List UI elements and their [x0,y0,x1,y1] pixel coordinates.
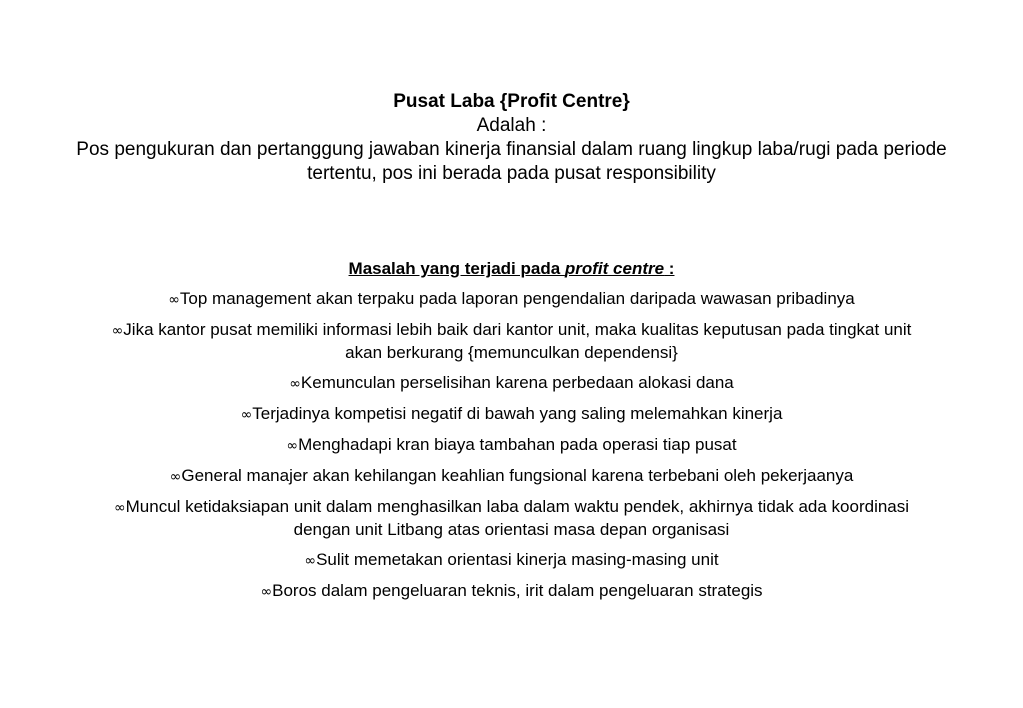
list-item [60,372,963,395]
list-item [60,434,963,457]
issues-section [60,258,963,611]
page-title: Pusat Laba {Profit Centre} [393,91,630,112]
infinity-bullet-icon: ∞ [304,553,317,569]
issue-list [60,288,963,603]
issue-text: Menghadapi kran biaya tambahan pada operasi tiap pusat [298,435,737,454]
issue-text: Jika kantor pusat memiliki informasi lebih baik dari kantor unit, maka kualitas keputusan pada tingkat unit akan berkurang {memunculkan dependensi} [123,320,912,362]
infinity-bullet-icon: ∞ [169,469,182,485]
list-item [60,496,963,541]
issue-text: Muncul ketidaksiapan unit dalam menghasilkan laba dalam waktu pendek, akhirnya tidak ada koordinasi dengan unit Litbang atas orientasi masa depan organisasi [125,497,910,539]
issue-text: Top management akan terpaku pada laporan pengendalian daripada wawasan pribadinya [179,289,855,308]
definition-text: Pos pengukuran dan pertanggung jawaban kinerja finansial dalam ruang lingkup laba/rugi pada periode tertentu, pos ini berada pada pusat responsibility [76,139,947,184]
issue-text: Kemunculan perselisihan karena perbedaan alokasi dana [300,373,734,392]
list-item [60,549,963,572]
list-item [60,465,963,488]
list-item [60,403,963,426]
list-item [60,580,963,603]
list-item [60,319,963,364]
issue-text: General manajer akan kehilangan keahlian fungsional karena terbebani oleh pekerjaanya [181,466,854,485]
infinity-bullet-icon: ∞ [168,292,180,308]
page-subtitle: Adalah : [476,115,547,136]
infinity-bullet-icon: ∞ [113,500,126,516]
issues-heading [60,258,963,280]
list-item [60,288,963,311]
infinity-bullet-icon: ∞ [286,438,299,454]
infinity-bullet-icon: ∞ [240,407,253,423]
issue-text: Sulit memetakan orientasi kinerja masing-masing unit [316,550,719,569]
infinity-bullet-icon: ∞ [260,584,273,600]
issues-heading-suffix: : [664,259,675,278]
definition-section [60,90,963,186]
issue-text: Terjadinya kompetisi negatif di bawah yang saling melemahkan kinerja [252,404,783,423]
issue-text: Boros dalam pengeluaran teknis, irit dalam pengeluaran strategis [272,581,763,600]
issues-heading-emphasis: profit centre [564,259,665,278]
infinity-bullet-icon: ∞ [111,323,124,339]
issues-heading-prefix: Masalah yang terjadi pada [348,259,565,278]
infinity-bullet-icon: ∞ [289,376,301,392]
